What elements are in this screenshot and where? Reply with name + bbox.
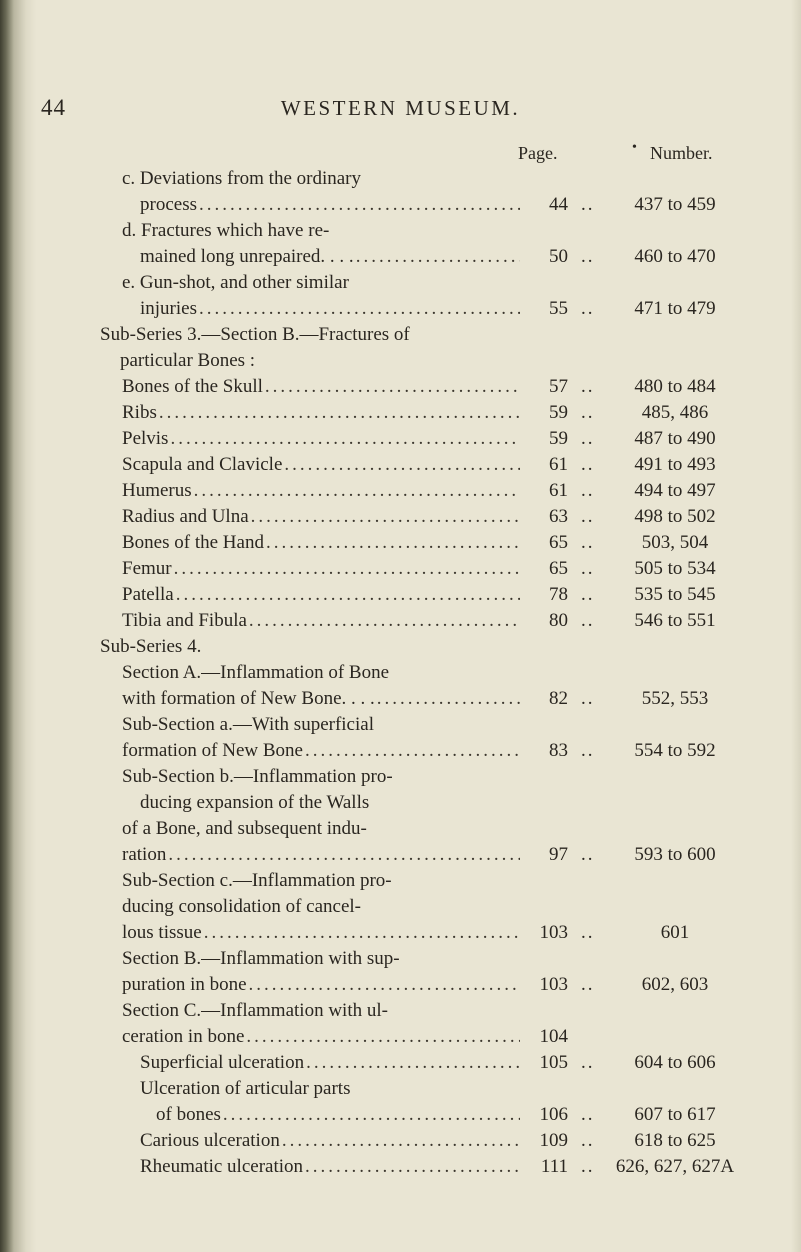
index-entry — [0, 452, 801, 478]
separator-dots: .. — [581, 740, 595, 761]
entry-label — [122, 1024, 520, 1050]
entry-page: 82 — [549, 688, 568, 709]
dot-leader — [247, 608, 520, 634]
index-entry — [0, 998, 801, 1050]
entry-label — [140, 192, 520, 218]
entry-number: 602, 603 — [641, 974, 709, 995]
dot-leader — [282, 452, 520, 478]
dot-leader — [244, 1024, 520, 1050]
entry-label-text: puration in bone — [122, 974, 247, 995]
entry-heading-line: Section C.—Inflammation with ul- — [122, 1000, 388, 1021]
separator-dots: .. — [581, 688, 595, 709]
separator-dots: .. — [581, 610, 595, 631]
entry-label — [140, 1128, 520, 1154]
entry-label — [122, 556, 520, 582]
entry-number: 607 to 617 — [634, 1104, 716, 1125]
ink-mark: • — [632, 140, 637, 155]
entry-number: 480 to 484 — [634, 376, 716, 397]
separator-dots: .. — [581, 1104, 595, 1125]
index-entry — [0, 712, 801, 764]
index-entry — [0, 1128, 801, 1154]
index-entry — [0, 634, 801, 712]
entry-page: 97 — [549, 844, 568, 865]
entry-heading-line: Sub-Section b.—Inflammation pro- — [122, 766, 393, 787]
dot-leader — [168, 426, 520, 452]
entry-number: 618 to 625 — [634, 1130, 716, 1151]
entry-label — [122, 842, 520, 868]
entry-label-text: process — [140, 194, 197, 215]
dot-leader — [304, 1050, 520, 1076]
entry-number: 552, 553 — [641, 688, 709, 709]
dot-leader — [263, 374, 520, 400]
entry-label — [122, 504, 520, 530]
index-entry — [0, 400, 801, 426]
entry-label — [140, 244, 520, 270]
entry-label-text: Carious ulceration — [140, 1130, 280, 1151]
index-entry — [0, 868, 801, 946]
dot-leader — [264, 530, 520, 556]
separator-dots: .. — [581, 584, 595, 605]
separator-dots: .. — [581, 974, 595, 995]
separator-dots: .. — [581, 194, 595, 215]
dot-leader — [192, 478, 520, 504]
dot-leader — [157, 400, 520, 426]
entry-heading-line: particular Bones : — [120, 350, 256, 371]
dot-leader — [174, 582, 520, 608]
separator-dots: .. — [581, 298, 595, 319]
separator-dots: .. — [581, 922, 595, 943]
separator-dots: .. — [581, 532, 595, 553]
entry-number: 498 to 502 — [634, 506, 716, 527]
entry-page: 104 — [539, 1026, 568, 1047]
separator-dots: .. — [581, 402, 595, 423]
entry-label-text: formation of New Bone — [122, 740, 303, 761]
entry-page: 83 — [549, 740, 568, 761]
separator-dots: .. — [581, 480, 595, 501]
entry-page: 44 — [549, 194, 568, 215]
dot-leader — [197, 192, 520, 218]
entry-label-text: ration — [122, 844, 167, 865]
index-entry — [0, 1154, 801, 1180]
dot-leader — [166, 842, 520, 868]
entry-label — [122, 582, 520, 608]
entry-heading-line: Section B.—Inflammation with sup- — [122, 948, 400, 969]
entry-number: 593 to 600 — [634, 844, 716, 865]
entry-label — [122, 478, 520, 504]
index-entry — [0, 1076, 801, 1128]
entry-page: 61 — [549, 480, 568, 501]
entry-heading-line: c. Deviations from the ordinary — [122, 168, 362, 189]
entry-label — [140, 1154, 520, 1180]
dot-leader — [247, 972, 520, 998]
entry-number: 505 to 534 — [634, 558, 716, 579]
separator-dots: .. — [581, 1156, 595, 1177]
entry-page: 65 — [549, 558, 568, 579]
separator-dots: .. — [581, 428, 595, 449]
index-entry — [0, 166, 801, 218]
dot-leader — [172, 556, 520, 582]
entry-label-text: mained long unrepaired. . . . — [140, 246, 354, 267]
entry-label — [122, 920, 520, 946]
dot-leader — [221, 1102, 520, 1128]
entry-page: 106 — [539, 1104, 568, 1125]
entry-label — [156, 1102, 520, 1128]
separator-dots: .. — [581, 558, 595, 579]
entry-number: 535 to 545 — [634, 584, 716, 605]
entry-label — [122, 530, 520, 556]
entry-label-text: Patella — [122, 584, 174, 605]
entry-heading-line: Sub-Section a.—With superficial — [122, 714, 374, 735]
entry-number: 460 to 470 — [634, 246, 716, 267]
entry-label-text: Rheumatic ulceration — [140, 1156, 304, 1177]
entry-number: 601 — [660, 922, 690, 943]
entry-heading-line: Ulceration of articular parts — [140, 1078, 351, 1099]
entry-label — [122, 686, 520, 712]
separator-dots: .. — [581, 376, 595, 397]
entry-number: 494 to 497 — [634, 480, 716, 501]
entry-page: 59 — [549, 428, 568, 449]
separator-dots: .. — [581, 1052, 595, 1073]
index-entry — [0, 478, 801, 504]
entry-number: 546 to 551 — [634, 610, 716, 631]
entry-label — [122, 400, 520, 426]
entry-label-text: lous tissue — [122, 922, 202, 943]
index-entry — [0, 530, 801, 556]
index-entry — [0, 504, 801, 530]
entry-label — [122, 426, 520, 452]
entry-label-text: Pelvis — [122, 428, 169, 449]
entry-label-text: Radius and Ulna — [122, 506, 249, 527]
index-entry — [0, 582, 801, 608]
dot-leader — [354, 244, 520, 270]
entry-page: 59 — [549, 402, 568, 423]
entry-page: 105 — [539, 1052, 568, 1073]
entry-number: 485, 486 — [641, 402, 709, 423]
dot-leader — [202, 920, 520, 946]
entry-page: 57 — [549, 376, 568, 397]
entry-label — [140, 1050, 520, 1076]
index-entry — [0, 608, 801, 634]
entry-number: 626, 627, 627A — [615, 1156, 735, 1177]
entry-heading-line: ducing consolidation of cancel- — [122, 896, 362, 917]
dot-leader — [197, 296, 520, 322]
entry-label-text: Superficial ulceration — [140, 1052, 305, 1073]
index-entry — [0, 374, 801, 400]
entry-heading-line: d. Fractures which have re- — [122, 220, 330, 241]
entry-label — [122, 972, 520, 998]
entry-heading-line: ducing expansion of the Walls — [140, 792, 370, 813]
entry-page: 65 — [549, 532, 568, 553]
entry-page: 103 — [539, 922, 568, 943]
entry-label-text: Bones of the Hand — [122, 532, 264, 553]
separator-dots: .. — [581, 844, 595, 865]
index-entry — [0, 556, 801, 582]
entry-label-text: Femur — [122, 558, 172, 579]
dot-leader — [280, 1128, 520, 1154]
index-entry — [0, 764, 801, 868]
entry-page: 111 — [540, 1156, 568, 1177]
entry-label-text: injuries — [140, 298, 197, 319]
entry-label-text: Ribs — [122, 402, 157, 423]
entry-heading-line: Sub-Section c.—Inflammation pro- — [122, 870, 392, 891]
index-entry — [0, 1050, 801, 1076]
column-header-page: Page. — [518, 143, 558, 163]
entry-number: 491 to 493 — [634, 454, 716, 475]
entry-label-text: Bones of the Skull — [122, 376, 263, 397]
dot-leader — [375, 686, 520, 712]
entry-page: 109 — [539, 1130, 568, 1151]
entry-label-text: Tibia and Fibula — [122, 610, 247, 631]
entry-heading-line: Section A.—Inflammation of Bone — [122, 662, 390, 683]
separator-dots: .. — [581, 246, 595, 267]
entry-page: 61 — [549, 454, 568, 475]
dot-leader — [249, 504, 520, 530]
dot-leader — [303, 1154, 520, 1180]
page-number: 44 — [41, 95, 66, 120]
running-title: WESTERN MUSEUM. — [280, 96, 521, 120]
entry-heading-line: e. Gun-shot, and other similar — [122, 272, 349, 293]
entry-heading-line: Sub-Series 3.—Section B.—Fractures of — [100, 324, 410, 345]
separator-dots: .. — [581, 1130, 595, 1151]
index-entry — [0, 270, 801, 322]
entry-label — [122, 452, 520, 478]
index-entry — [0, 218, 801, 270]
entry-label — [122, 738, 520, 764]
entry-label-text: ceration in bone — [122, 1026, 245, 1047]
entry-number: 487 to 490 — [634, 428, 716, 449]
entry-label — [122, 608, 520, 634]
entry-label — [122, 374, 520, 400]
entry-page: 80 — [549, 610, 568, 631]
index-entry — [0, 946, 801, 998]
entry-page: 63 — [549, 506, 568, 527]
separator-dots: .. — [581, 506, 595, 527]
entry-heading-line: of a Bone, and subsequent indu- — [122, 818, 367, 839]
entry-number: 503, 504 — [641, 532, 709, 553]
entry-label-text: of bones — [156, 1104, 221, 1125]
entry-label-text: with formation of New Bone. . . . — [122, 688, 375, 709]
entry-label — [140, 296, 520, 322]
column-header-number: Number. — [650, 143, 713, 163]
entry-number: 554 to 592 — [634, 740, 716, 761]
entry-label-text: Humerus — [122, 480, 192, 501]
dot-leader — [303, 738, 520, 764]
entry-heading-line: Sub-Series 4. — [100, 636, 202, 657]
separator-dots: .. — [581, 454, 595, 475]
entry-page: 50 — [549, 246, 568, 267]
entry-number: 471 to 479 — [634, 298, 716, 319]
entry-number: 604 to 606 — [634, 1052, 716, 1073]
entry-label-text: Scapula and Clavicle — [122, 454, 283, 475]
entry-page: 103 — [539, 974, 568, 995]
entry-page: 55 — [549, 298, 568, 319]
index-entry — [0, 426, 801, 452]
entry-number: 437 to 459 — [634, 194, 716, 215]
entry-page: 78 — [549, 584, 568, 605]
